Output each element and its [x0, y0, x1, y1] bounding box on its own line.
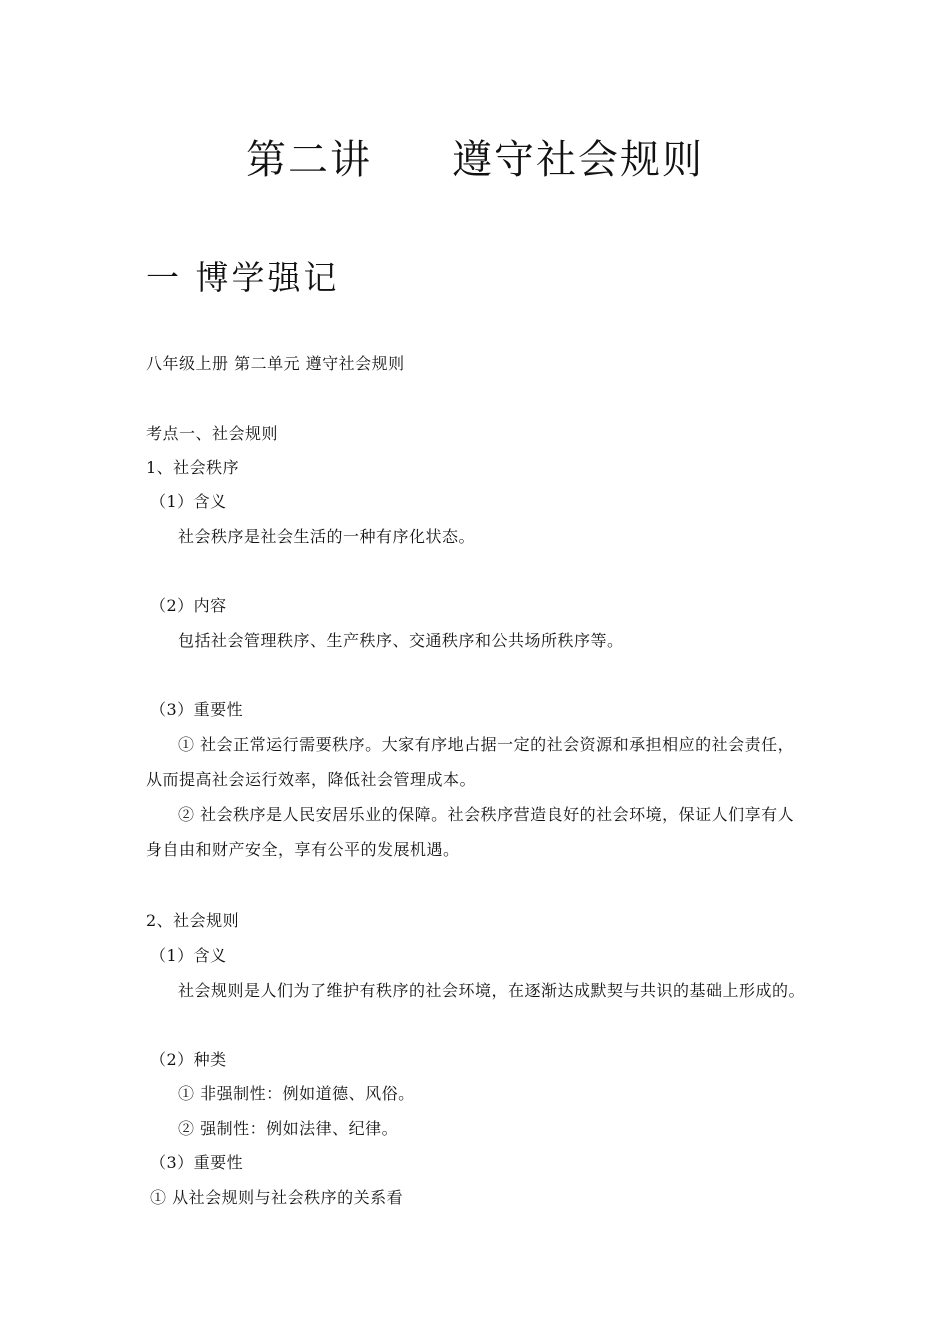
- title-topic: 遵守社会规则: [452, 137, 704, 183]
- paragraph: ① 社会正常运行需要秩序。大家有序地占据一定的社会资源和承担相应的社会责任，: [178, 735, 795, 754]
- exam-point-heading: 考点一、社会规则: [146, 424, 279, 443]
- list-item: ② 强制性：例如法律、纪律。: [178, 1119, 399, 1138]
- list-item: ① 非强制性：例如道德、风俗。: [178, 1084, 415, 1103]
- paragraph: 社会规则是人们为了维护有秩序的社会环境，在逐渐达成默契与共识的基础上形成的。: [178, 981, 806, 1000]
- list-item: ① 从社会规则与社会秩序的关系看: [150, 1188, 404, 1207]
- paragraph: ② 社会秩序是人民安居乐业的保障。社会秩序营造良好的社会环境，保证人们享有人: [178, 805, 795, 824]
- subitem-meaning: （1）含义: [150, 946, 227, 965]
- subitem-content: （2）内容: [150, 596, 227, 615]
- item-heading-social-order: 1、社会秩序: [146, 458, 240, 477]
- item-heading-social-rules: 2、社会规则: [146, 911, 240, 930]
- subitem-meaning: （1）含义: [150, 492, 227, 511]
- subitem-importance: （3）重要性: [150, 700, 244, 719]
- paragraph-continuation: 从而提高社会运行效率，降低社会管理成本。: [146, 770, 477, 789]
- subitem-types: （2）种类: [150, 1050, 227, 1069]
- paragraph: 包括社会管理秩序、生产秩序、交通秩序和公共场所秩序等。: [178, 631, 624, 650]
- paragraph-continuation: 身自由和财产安全，享有公平的发展机遇。: [146, 840, 460, 859]
- subitem-importance: （3）重要性: [150, 1153, 244, 1172]
- page-title: [0, 128, 950, 185]
- paragraph: 社会秩序是社会生活的一种有序化状态。: [178, 527, 476, 546]
- section-heading: 一 博学强记: [146, 258, 340, 297]
- unit-line: 八年级上册 第二单元 遵守社会规则: [146, 354, 405, 373]
- title-lecture-number: 第二讲: [246, 137, 372, 183]
